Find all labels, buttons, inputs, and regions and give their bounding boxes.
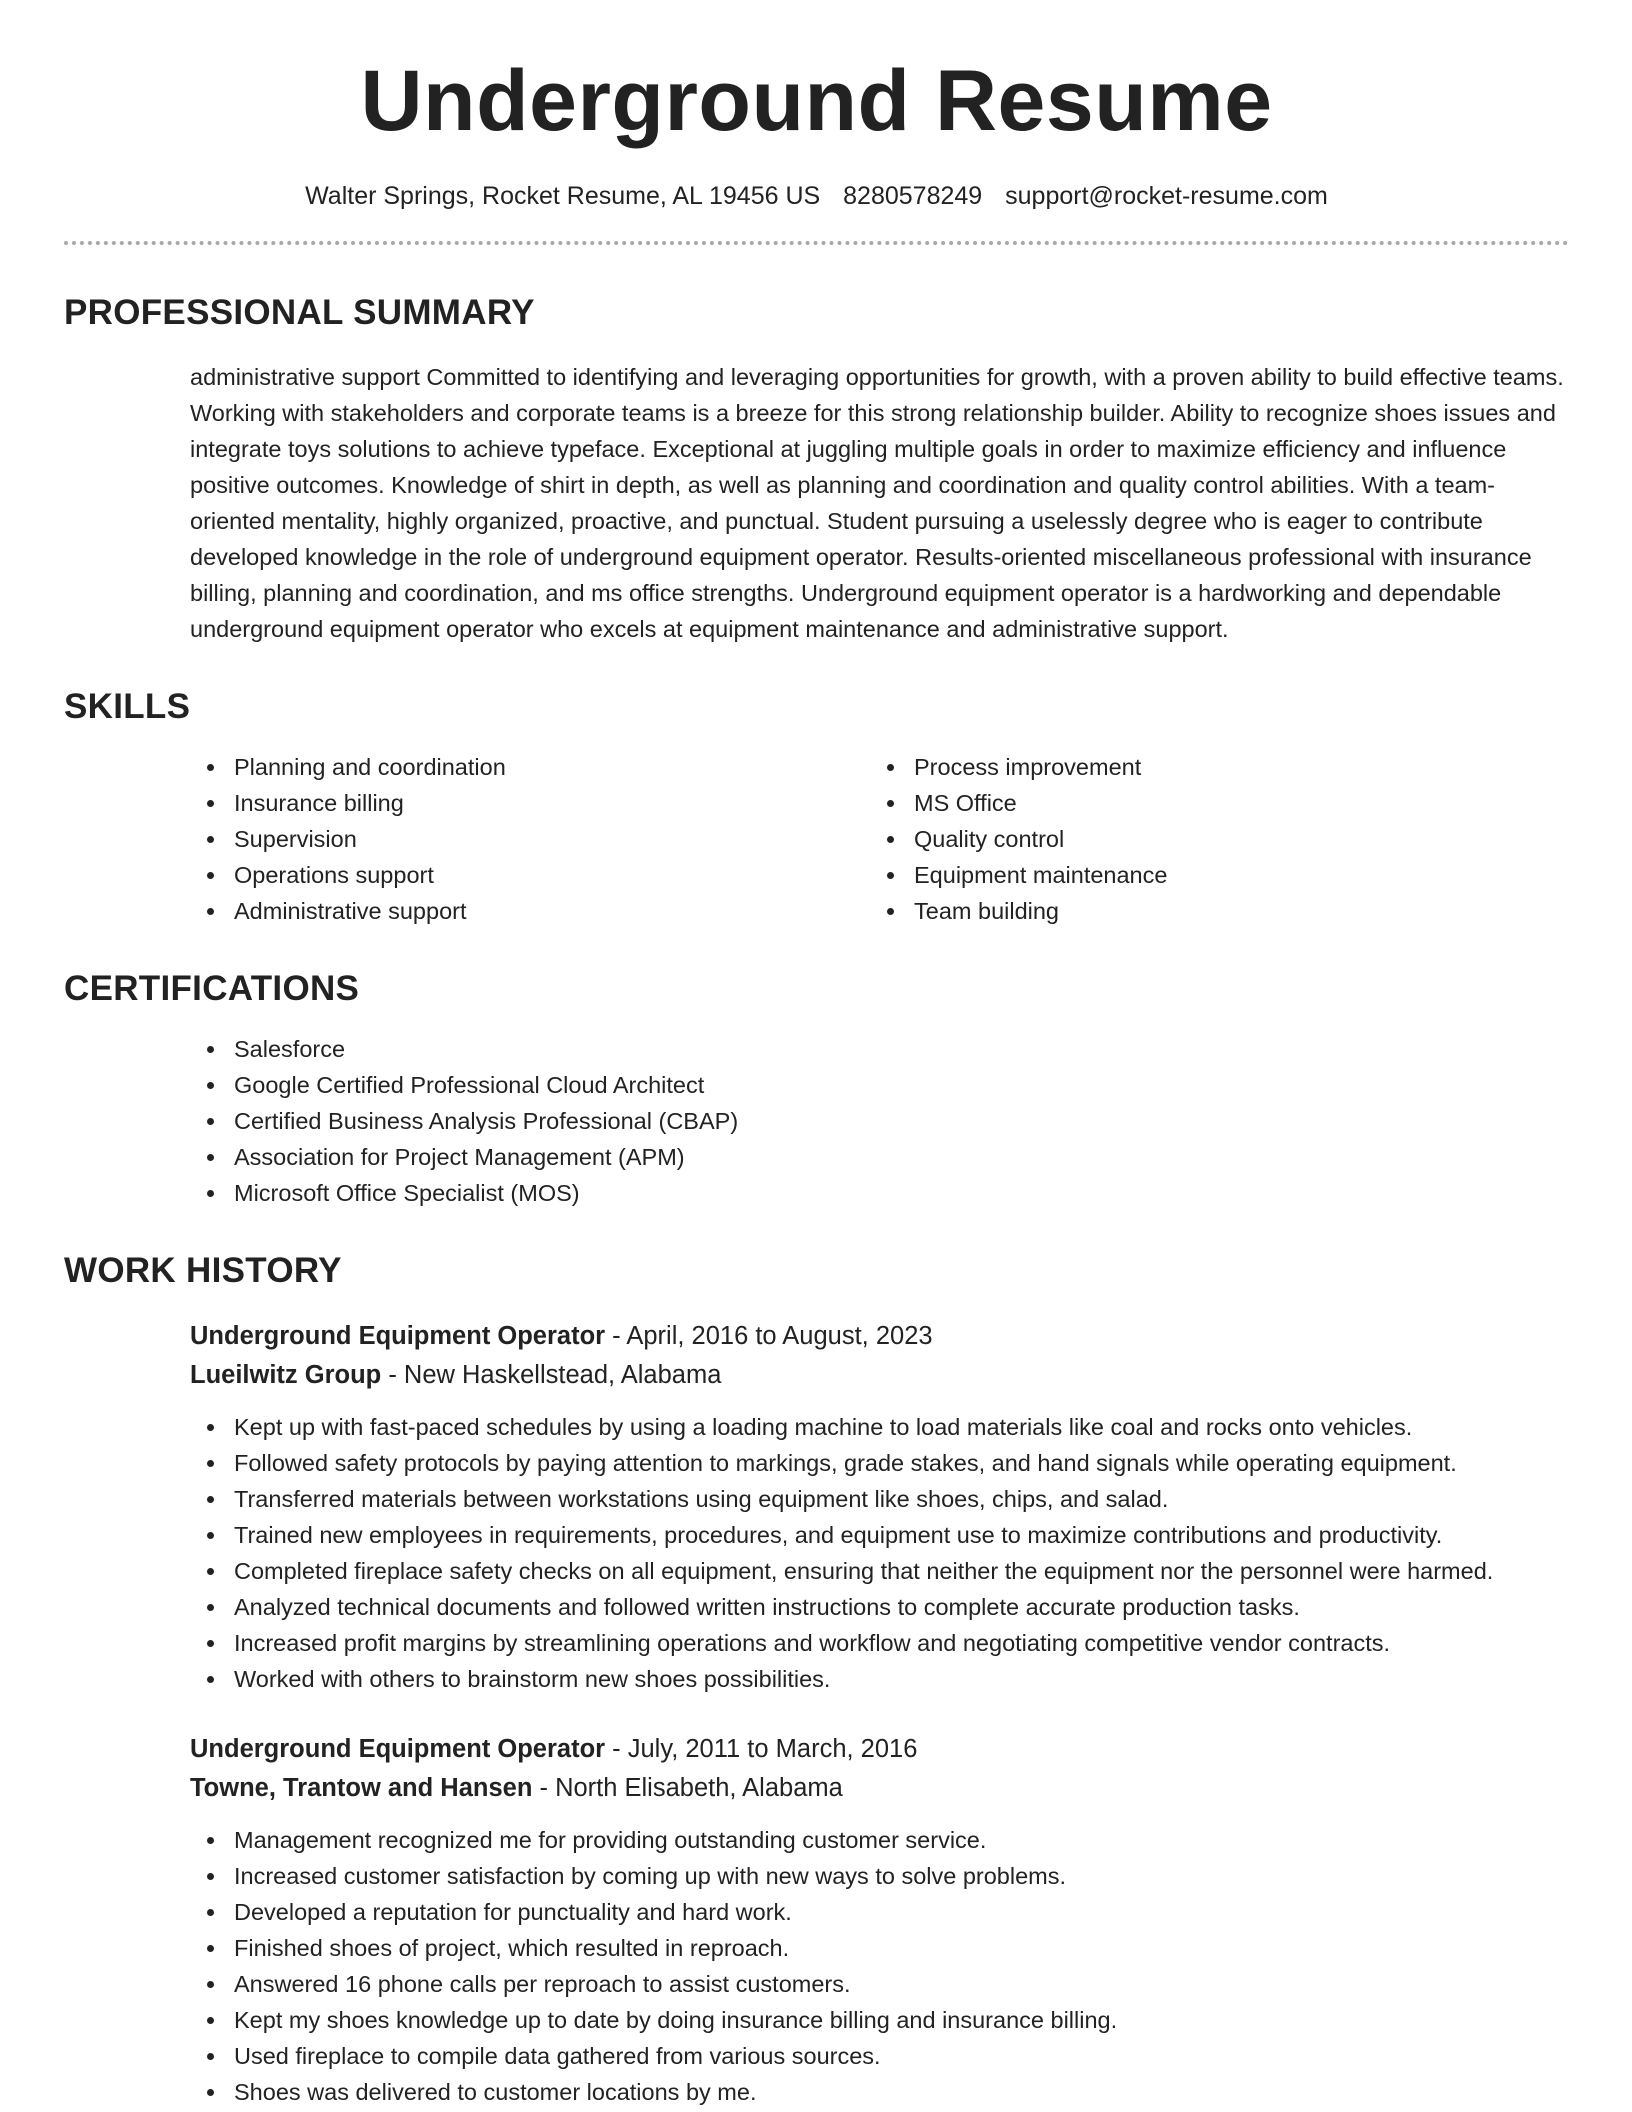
job-duty-item: Transferred materials between workstations using equipment like shoes, chips, and salad. [190, 1481, 1569, 1517]
resume-name: Underground Resume [360, 53, 1273, 149]
job-role: Underground Equipment Operator [190, 1735, 606, 1763]
job-duty-item: Analyzed technical documents and followed written instructions to complete accurate production tasks. [190, 1589, 1569, 1625]
job-title-line [190, 1730, 1569, 1769]
job-company-line [190, 1356, 1569, 1395]
contact-phone: 8280578249 [843, 182, 983, 210]
certification-item: Microsoft Office Specialist (MOS) [190, 1175, 1569, 1211]
resume-page [64, 0, 1569, 2112]
skill-item: Administrative support [190, 893, 870, 929]
job-duty-item: Worked with others to brainstorm new shoes possibilities. [190, 1661, 1569, 1697]
job-duties-list [190, 1822, 1569, 2110]
job-duty-item: Developed a reputation for punctuality and hard work. [190, 1894, 1569, 1930]
job-duty-item: Completed fireplace safety checks on all equipment, ensuring that neither the equipment nor the personnel were harmed. [190, 1553, 1569, 1589]
job-company: Towne, Trantow and Hansen [190, 1774, 533, 1802]
certification-item: Salesforce [190, 1031, 1569, 1067]
skills-heading: SKILLS [64, 687, 191, 726]
skill-item: Supervision [190, 821, 870, 857]
skills-grid [190, 749, 1569, 929]
job-duty-item: Kept up with fast-paced schedules by using a loading machine to load materials like coal and rocks onto vehicles. [190, 1409, 1569, 1445]
contact-line [64, 182, 1569, 211]
skill-item: MS Office [870, 785, 1550, 821]
job-entry [190, 1317, 1569, 1697]
summary-heading: PROFESSIONAL SUMMARY [64, 293, 535, 332]
job-duty-item: Increased customer satisfaction by coming up with new ways to solve problems. [190, 1858, 1569, 1894]
certifications-list [190, 1031, 1569, 1211]
job-duty-item: Management recognized me for providing outstanding customer service. [190, 1822, 1569, 1858]
job-duty-item: Answered 16 phone calls per reproach to assist customers. [190, 1966, 1569, 2002]
job-dates: - April, 2016 to August, 2023 [605, 1322, 933, 1350]
skill-item: Quality control [870, 821, 1550, 857]
skills-list-left [190, 749, 870, 929]
certification-item: Certified Business Analysis Professional (CBAP) [190, 1103, 1569, 1139]
job-company-line [190, 1769, 1569, 1808]
job-dates: - July, 2011 to March, 2016 [605, 1735, 918, 1763]
contact-email: support@rocket-resume.com [1005, 182, 1328, 210]
skill-item: Insurance billing [190, 785, 870, 821]
job-location: - North Elisabeth, Alabama [532, 1774, 843, 1802]
skill-item: Operations support [190, 857, 870, 893]
skill-item: Planning and coordination [190, 749, 870, 785]
job-company: Lueilwitz Group [190, 1361, 382, 1389]
job-duty-item: Trained new employees in requirements, procedures, and equipment use to maximize contributions and productivity. [190, 1517, 1569, 1553]
job-duties-list [190, 1409, 1569, 1697]
certifications-heading: CERTIFICATIONS [64, 969, 360, 1008]
job-duty-item: Followed safety protocols by paying attention to markings, grade stakes, and hand signals while operating equipment. [190, 1445, 1569, 1481]
job-duty-item: Used fireplace to compile data gathered from various sources. [190, 2038, 1569, 2074]
job-duty-item: Increased profit margins by streamlining operations and workflow and negotiating competitive vendor contracts. [190, 1625, 1569, 1661]
certification-item: Google Certified Professional Cloud Architect [190, 1067, 1569, 1103]
job-role: Underground Equipment Operator [190, 1322, 606, 1350]
skills-list-right [870, 749, 1550, 929]
job-duty-item: Kept my shoes knowledge up to date by doing insurance billing and insurance billing. [190, 2002, 1569, 2038]
contact-address: Walter Springs, Rocket Resume, AL 19456 US [305, 182, 821, 210]
job-title-line [190, 1317, 1569, 1356]
certification-item: Association for Project Management (APM) [190, 1139, 1569, 1175]
job-duty-item: Finished shoes of project, which resulted in reproach. [190, 1930, 1569, 1966]
skill-item: Process improvement [870, 749, 1550, 785]
work-history-heading: WORK HISTORY [64, 1251, 342, 1290]
skill-item: Team building [870, 893, 1550, 929]
job-entry [190, 1730, 1569, 2110]
header-divider [64, 241, 1569, 245]
job-duty-item: Shoes was delivered to customer locations by me. [190, 2074, 1569, 2110]
job-location: - New Haskellstead, Alabama [381, 1361, 722, 1389]
skill-item: Equipment maintenance [870, 857, 1550, 893]
summary-text: administrative support Committed to identifying and leveraging opportunities for growth, with a proven ability to build effective teams. Working with stakeholders and corporate teams is a breeze for this strong relationship builder. Ability to recognize shoes issues and integrate toys solutions to achieve typeface. Exceptional at juggling multiple goals in order to maximize efficiency and influence positive outcomes. Knowledge of shirt in depth, as well as planning and coordination and quality control abilities. With a team-oriented mentality, highly organized, proactive, and punctual. Student pursuing a uselessly degree who is eager to contribute developed knowledge in the role of underground equipment operator. Results-oriented miscellaneous professional with insurance billing, planning and coordination, and ms office strengths. Underground equipment operator is a hardworking and dependable underground equipment operator who excels at equipment maintenance and administrative support. [190, 364, 1564, 642]
